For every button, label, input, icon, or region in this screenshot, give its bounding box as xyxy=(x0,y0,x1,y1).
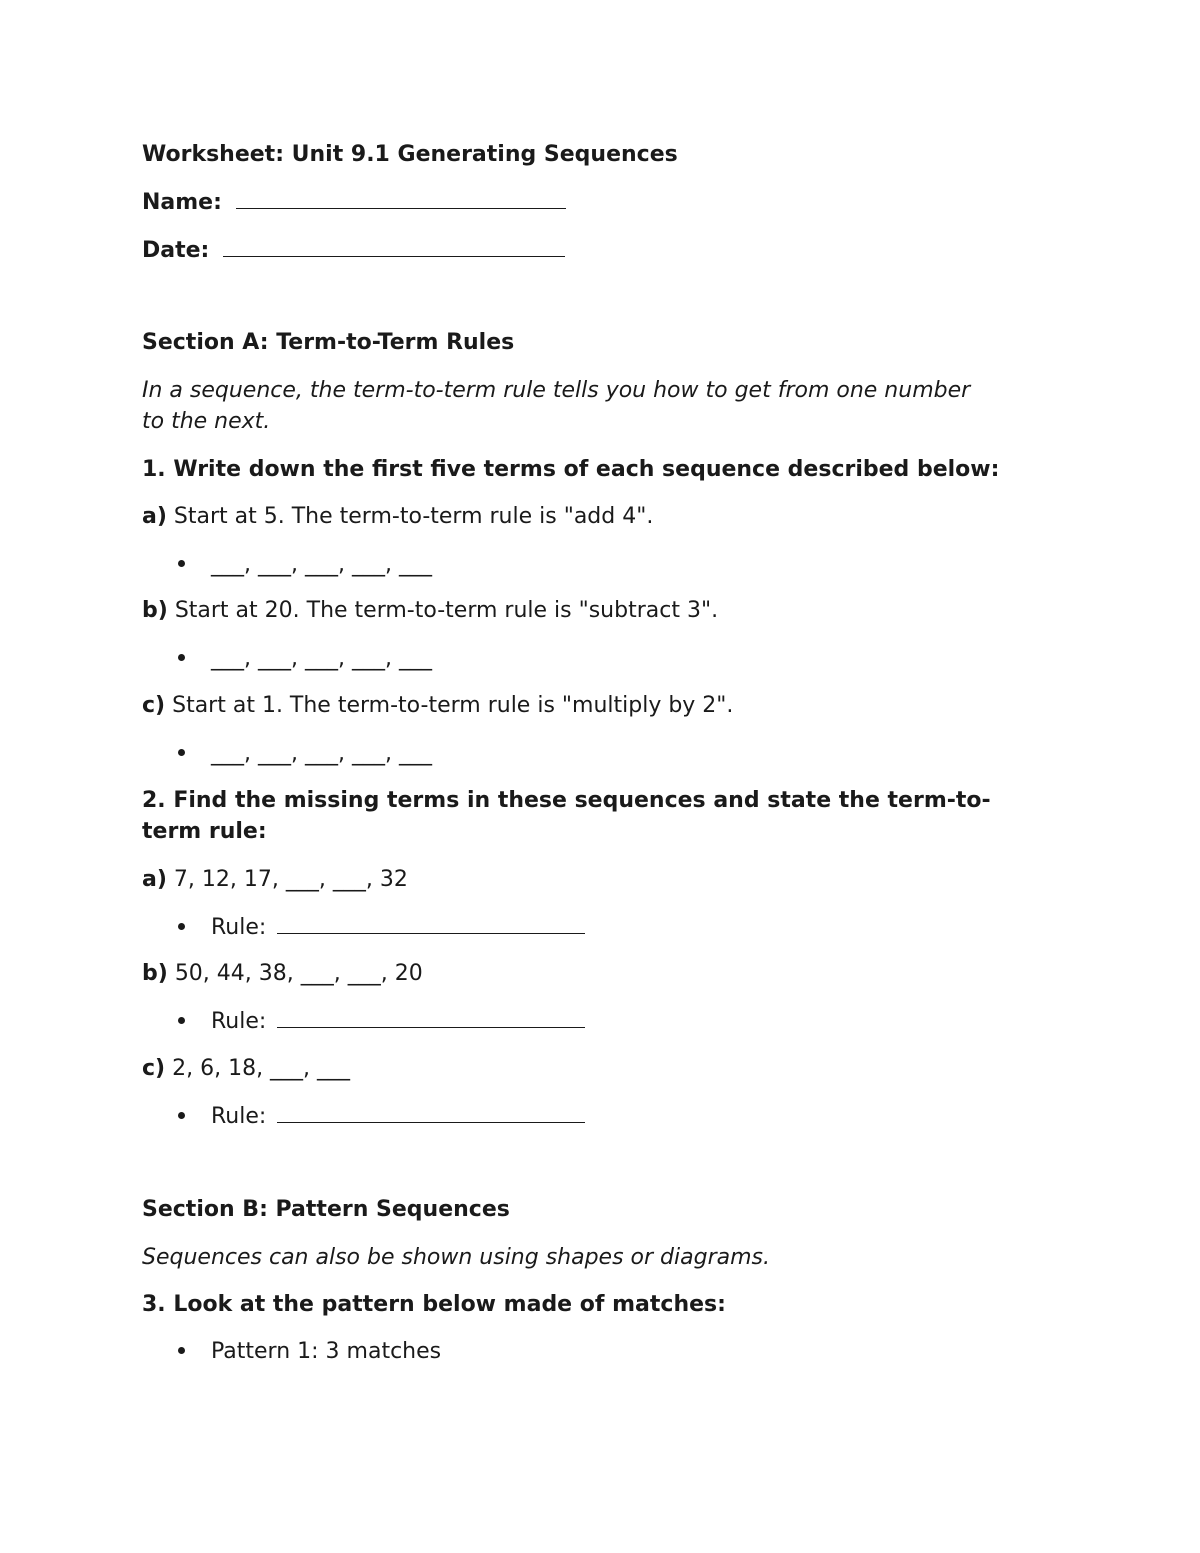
section-b-intro: Sequences can also be shown using shapes or diagrams. xyxy=(142,1245,770,1270)
bullet-icon xyxy=(178,1347,185,1354)
q1-item-b-answer-blanks[interactable]: ___, ___, ___, ___, ___ xyxy=(211,646,432,671)
question-2-prompt-line-1: 2. Find the missing terms in these sequences and state the term-to- xyxy=(142,788,991,813)
q2-item-b-label: b) xyxy=(142,961,168,986)
q3-pattern-1-text: Pattern 1: 3 matches xyxy=(211,1339,442,1364)
section-b-heading: Section B: Pattern Sequences xyxy=(142,1197,510,1222)
q2-item-b-rule-blank[interactable] xyxy=(277,1005,585,1028)
page-title: Worksheet: Unit 9.1 Generating Sequences xyxy=(142,142,678,167)
q2-item-c-label: c) xyxy=(142,1056,166,1081)
q1-item-a-text: Start at 5. The term-to-term rule is "add 4". xyxy=(173,504,654,529)
bullet-icon xyxy=(178,560,185,567)
q2-item-c-rule-label: Rule: xyxy=(211,1104,267,1129)
q2-item-b-rule xyxy=(178,1005,585,1038)
q2-item-a-text: 7, 12, 17, ___, ___, 32 xyxy=(173,867,408,892)
q2-item-c xyxy=(142,1053,350,1085)
q2-item-a xyxy=(142,864,408,896)
question-1-prompt: 1. Write down the first five terms of each sequence described below: xyxy=(142,457,1000,482)
q2-item-c-rule xyxy=(178,1100,585,1133)
q1-item-a-answer-blanks[interactable]: ___, ___, ___, ___, ___ xyxy=(211,552,432,577)
q1-item-b xyxy=(142,595,718,627)
q2-item-c-rule-blank[interactable] xyxy=(277,1100,585,1123)
date-blank-line[interactable] xyxy=(223,234,565,257)
q1-item-c-text: Start at 1. The term-to-term rule is "multiply by 2". xyxy=(172,693,734,718)
q1-item-a-label: a) xyxy=(142,504,167,529)
q1-item-c-answer-bullet xyxy=(178,738,432,770)
q2-item-a-rule-label: Rule: xyxy=(211,915,267,940)
q1-item-c-label: c) xyxy=(142,693,166,718)
q2-item-c-text: 2, 6, 18, ___, ___ xyxy=(172,1056,351,1081)
bullet-icon xyxy=(178,923,185,930)
name-field xyxy=(142,186,566,219)
q1-item-c-answer-blanks[interactable]: ___, ___, ___, ___, ___ xyxy=(211,741,432,766)
q2-item-b-text: 50, 44, 38, ___, ___, 20 xyxy=(174,961,423,986)
q1-item-a xyxy=(142,501,653,533)
q3-pattern-1 xyxy=(178,1336,441,1368)
q1-item-c xyxy=(142,690,733,722)
q2-item-a-label: a) xyxy=(142,867,167,892)
date-label: Date: xyxy=(142,238,210,263)
date-field xyxy=(142,234,565,267)
name-label: Name: xyxy=(142,190,222,215)
bullet-icon xyxy=(178,1112,185,1119)
q2-item-b-rule-label: Rule: xyxy=(211,1009,267,1034)
name-blank-line[interactable] xyxy=(236,186,566,209)
bullet-icon xyxy=(178,749,185,756)
q2-item-b xyxy=(142,958,423,990)
q1-item-a-answer-bullet xyxy=(178,549,432,581)
section-a-intro-line-1: In a sequence, the term-to-term rule tells you how to get from one number xyxy=(142,378,971,403)
bullet-icon xyxy=(178,1017,185,1024)
q2-item-a-rule-blank[interactable] xyxy=(277,911,585,934)
question-2-prompt-line-2: term rule: xyxy=(142,819,267,844)
section-a-intro-line-2: to the next. xyxy=(142,409,271,434)
q1-item-b-label: b) xyxy=(142,598,168,623)
bullet-icon xyxy=(178,654,185,661)
q2-item-a-rule xyxy=(178,911,585,944)
q1-item-b-answer-bullet xyxy=(178,643,432,675)
question-3-prompt: 3. Look at the pattern below made of matches: xyxy=(142,1292,726,1317)
q1-item-b-text: Start at 20. The term-to-term rule is "subtract 3". xyxy=(174,598,719,623)
section-a-heading: Section A: Term-to-Term Rules xyxy=(142,330,515,355)
